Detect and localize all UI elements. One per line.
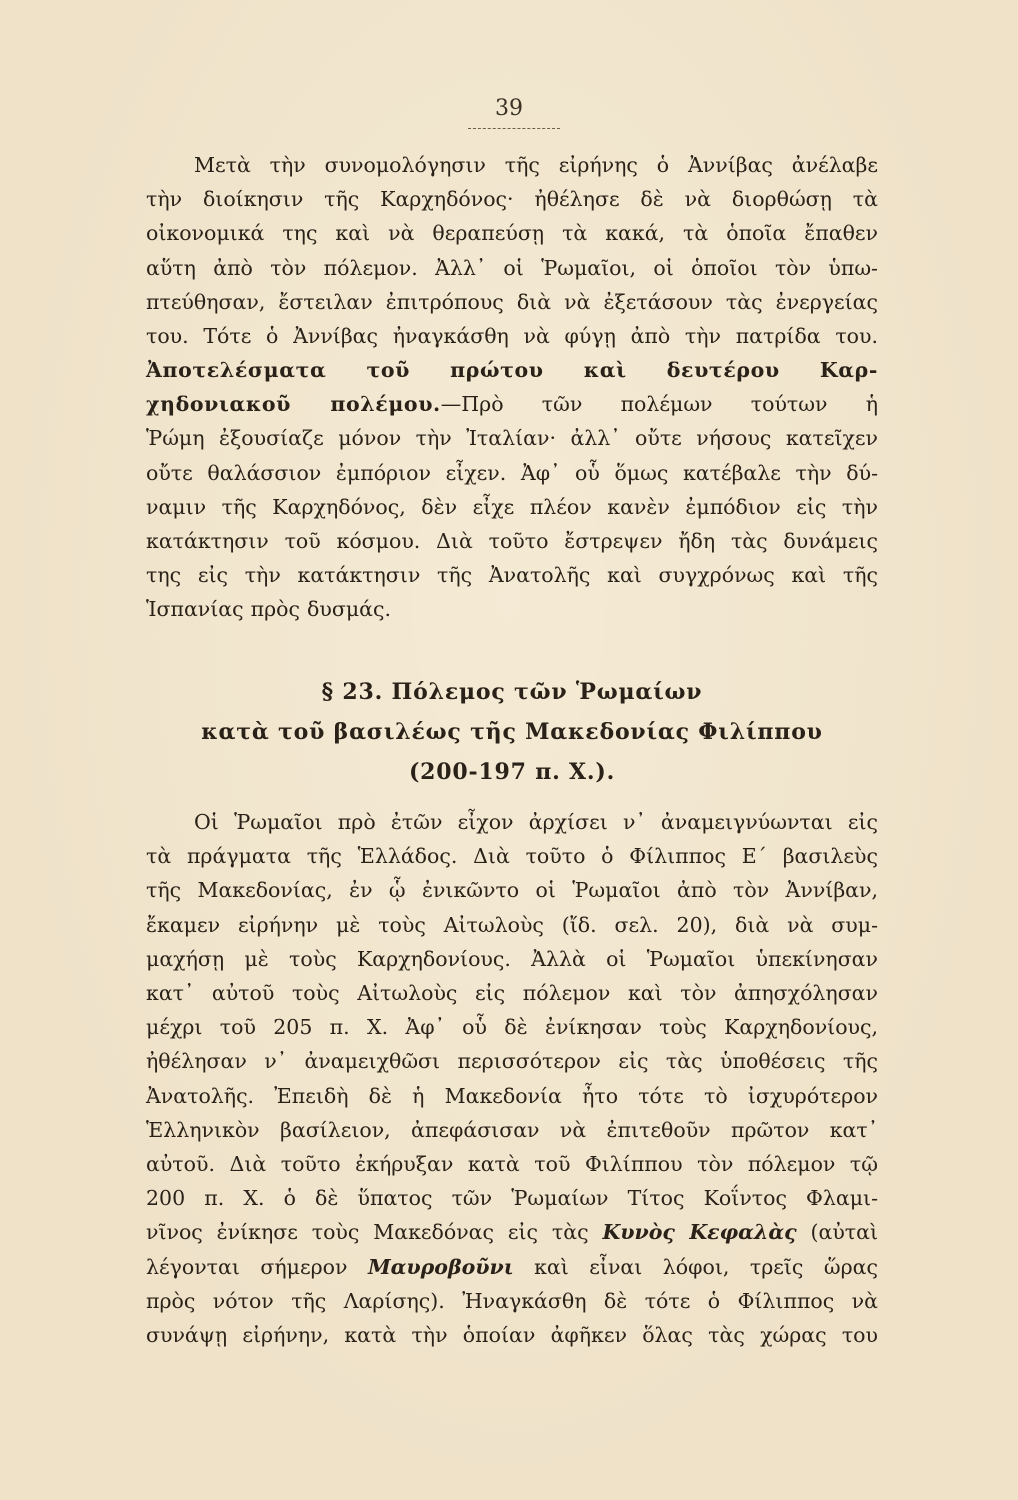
text-line: αὕτη ἀπὸ τὸν πόλεμον. Ἀλλ᾿ οἱ Ῥωμαῖοι, οἱ ὁποῖοι τὸν ὑπω- — [146, 255, 878, 280]
text-line — [146, 1250, 878, 1284]
paragraph-heading-line: Ἀποτελέσματα τοῦ πρώτου καὶ δευτέρου Καρ- — [146, 358, 878, 382]
text-line: ἠθέλησαν ν᾿ ἀναμειχθῶσι περισσότερον εἰς τὰς ὑποθέσεις τῆς — [146, 1049, 878, 1074]
paragraph-1 — [146, 148, 878, 353]
paragraph-2 — [146, 353, 878, 627]
text-line: οὔτε θαλάσσιον ἐμπόριον εἶχεν. Ἀφ᾿ οὗ ὅμως κατέβαλε τὴν δύ- — [146, 460, 878, 485]
text-line — [146, 387, 878, 421]
text-line: τῆς Μακεδονίας, ἐν ᾧ ἐνικῶντο οἱ Ῥωμαῖοι ἀπὸ τὸν Ἀννίβαν, — [146, 878, 878, 903]
text-line: μαχήσῃ μὲ τοὺς Καρχηδονίους. Ἀλλὰ οἱ Ῥωμαῖοι ὑπεκίνησαν — [146, 946, 878, 971]
text-fragment: νῖνος ἐνίκησε τοὺς Μακεδόνας εἰς τὰς — [146, 1220, 603, 1245]
text-line: Ἑλληνικὸν βασίλειον, ἀπεφάσισαν νὰ ἐπιτεθοῦν πρῶτον κατ᾿ — [146, 1117, 878, 1142]
text-line: οἰκονομικά της καὶ νὰ θεραπεύσῃ τὰ κακά, τὰ ὁποῖα ἔπαθεν — [146, 221, 878, 246]
paragraph-3 — [146, 805, 878, 1352]
text-line: Ῥώμη ἐξουσίαζε μόνον τὴν Ἰταλίαν· ἀλλ᾿ οὔτε νήσους κατεῖχεν — [146, 426, 878, 451]
text-line: ναμιν τῆς Καρχηδόνος, δὲν εἶχε πλέον κανὲν ἐμπόδιον εἰς τὴν — [146, 494, 878, 519]
page-number: 39 — [495, 96, 523, 121]
text-line: κατ᾿ αὐτοῦ τοὺς Αἰτωλοὺς εἰς πόλεμον καὶ τὸν ἀπησχόλησαν — [146, 981, 878, 1006]
text-line: Οἱ Ῥωμαῖοι πρὸ ἐτῶν εἶχον ἀρχίσει ν᾿ ἀναμειγνύωνται εἰς — [194, 810, 878, 834]
section-heading-line: κατὰ τοῦ βασιλέως τῆς Μακεδονίας Φιλίππου — [201, 719, 823, 745]
paragraph-heading-end: χηδονιακοῦ πολέμου. — [146, 392, 441, 417]
text-line: μέχρι τοῦ 205 π. Χ. Ἀφ᾿ οὗ δὲ ἐνίκησαν τοὺς Καρχηδονίους, — [146, 1015, 878, 1040]
place-name: Μαυροβοῦνι — [367, 1254, 514, 1279]
text-fragment: (αὐταὶ — [796, 1220, 878, 1245]
text-line: τὴν διοίκησιν τῆς Καρχηδόνος· ἠθέλησε δὲ νὰ διορθώσῃ τὰ — [146, 187, 878, 212]
section-heading — [146, 672, 878, 792]
text-line: ἔκαμεν εἰρήνην μὲ τοὺς Αἰτωλοὺς (ἴδ. σελ. 20), διὰ νὰ συμ- — [146, 912, 878, 937]
place-name: Κυνὸς Κεφαλὰς — [602, 1220, 797, 1245]
text-fragment: —Πρὸ τῶν πολέμων τούτων ἡ — [440, 392, 878, 417]
text-fragment: λέγονται σήμερον — [146, 1254, 368, 1279]
text-line: πτεύθησαν, ἔστειλαν ἐπιτρόπους διὰ νὰ ἐξετάσουν τὰς ἐνεργείας — [146, 289, 878, 314]
text-line: πρὸς νότον τῆς Λαρίσης). Ἠναγκάσθη δὲ τότε ὁ Φίλιππος νὰ — [146, 1288, 878, 1313]
section-heading-line: (200-197 π. Χ.). — [408, 759, 616, 785]
text-line: Μετὰ τὴν συνομολόγησιν τῆς εἰρήνης ὁ Ἀννίβας ἀνέλαβε — [194, 153, 878, 177]
section-heading-line: § 23. Πόλεμος τῶν Ῥωμαίων — [321, 679, 703, 705]
text-fragment: καὶ εἶναι λόφοι, τρεῖς ὥρας — [513, 1254, 879, 1279]
text-line: Ἱσπανίας πρὸς δυσμάς. — [146, 597, 391, 622]
text-line: 200 π. Χ. ὁ δὲ ὕπατος τῶν Ῥωμαίων Τίτος Κοΐντος Φλαμι- — [146, 1186, 878, 1211]
text-line: κατάκτησιν τοῦ κόσμου. Διὰ τοῦτο ἔστρεψεν ἤδη τὰς δυνάμεις — [146, 529, 878, 554]
text-line: τὰ πράγματα τῆς Ἑλλάδος. Διὰ τοῦτο ὁ Φίλιππος Ε΄ βασιλεὺς — [146, 844, 878, 869]
text-line: Ἀνατολῆς. Ἐπειδὴ δὲ ἡ Μακεδονία ἦτο τότε τὸ ἰσχυρότερον — [146, 1083, 878, 1108]
text-line — [146, 1215, 878, 1249]
page-number-rule — [468, 128, 560, 129]
text-line: αὐτοῦ. Διὰ τοῦτο ἐκήρυξαν κατὰ τοῦ Φιλίππου τὸν πόλεμον τῷ — [146, 1152, 878, 1177]
text-line: του. Τότε ὁ Ἀννίβας ἠναγκάσθη νὰ φύγῃ ἀπὸ τὴν πατρίδα του. — [146, 324, 878, 349]
text-line: συνάψῃ εἰρήνην, κατὰ τὴν ὁποίαν ἀφῆκεν ὅλας τὰς χώρας του — [146, 1323, 878, 1348]
text-line: της εἰς τὴν κατάκτησιν τῆς Ἀνατολῆς καὶ συγχρόνως καὶ τῆς — [146, 563, 878, 588]
